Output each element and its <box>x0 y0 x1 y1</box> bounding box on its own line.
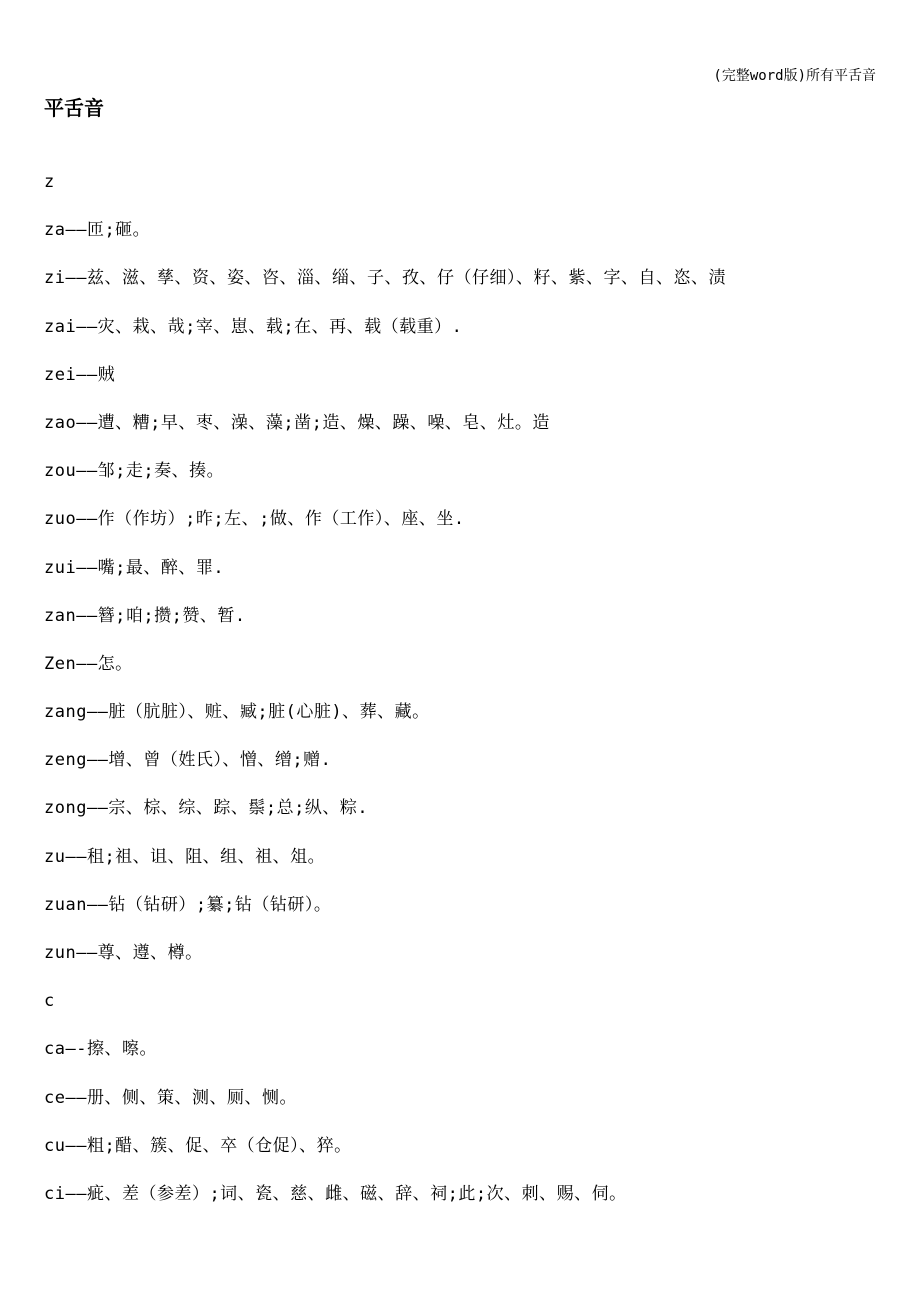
pinyin-line: zu——租;祖、诅、阻、组、祖、俎。 <box>44 846 326 867</box>
pinyin-line: zai——灾、栽、哉;宰、崽、载;在、再、载（载重）. <box>44 316 463 337</box>
pinyin-line: zeng——增、曾（姓氏）、憎、缯;赠. <box>44 750 332 771</box>
pinyin-line: zong—–宗、棕、综、踪、鬃;总;纵、粽. <box>44 798 369 819</box>
pinyin-line: ca–-擦、嚓。 <box>44 1039 157 1060</box>
pinyin-line: zui——嘴;最、醉、罪. <box>44 557 225 578</box>
pinyin-line: c <box>44 991 55 1012</box>
pinyin-line: z <box>44 172 55 192</box>
pinyin-line: ci——疵、差（参差）;词、瓷、慈、雌、磁、辞、祠;此;次、刺、赐、伺。 <box>44 1183 627 1204</box>
pinyin-line: cu—–粗;醋、簇、促、卒（仓促）、猝。 <box>44 1135 352 1156</box>
pinyin-line: zi——兹、滋、孳、资、姿、咨、淄、缁、子、孜、仔（仔细）、籽、紫、字、自、恣、渍 <box>44 268 726 289</box>
pinyin-line: zou——邹;走;奏、揍。 <box>44 461 225 482</box>
document-header-note: (完整word版)所有平舌音 <box>713 68 876 84</box>
pinyin-line: zan—–簪;咱;攒;赞、暂. <box>44 605 246 626</box>
pinyin-list <box>44 168 884 1228</box>
pinyin-line: zun——尊、遵、樽。 <box>44 943 203 963</box>
pinyin-line: Zen—–怎。 <box>44 653 133 674</box>
pinyin-line: zuo——作（作坊）;昨;左、;做、作（工作）、座、坐. <box>44 509 465 530</box>
pinyin-line: zang—–脏（肮脏）、赃、臧;脏(心脏)、葬、藏。 <box>44 702 430 723</box>
pinyin-line: zao——遭、糟;早、枣、澡、藻;凿;造、燥、躁、噪、皂、灶。造 <box>44 412 550 433</box>
document-title: 平舌音 <box>44 96 104 120</box>
pinyin-line: za——匝;砸。 <box>44 220 151 241</box>
pinyin-line: zuan——钻（钻研）;纂;钻（钻研）。 <box>44 894 332 915</box>
pinyin-line: ce—–册、侧、策、测、厕、恻。 <box>44 1087 297 1108</box>
pinyin-line: zei—–贼 <box>44 364 116 385</box>
